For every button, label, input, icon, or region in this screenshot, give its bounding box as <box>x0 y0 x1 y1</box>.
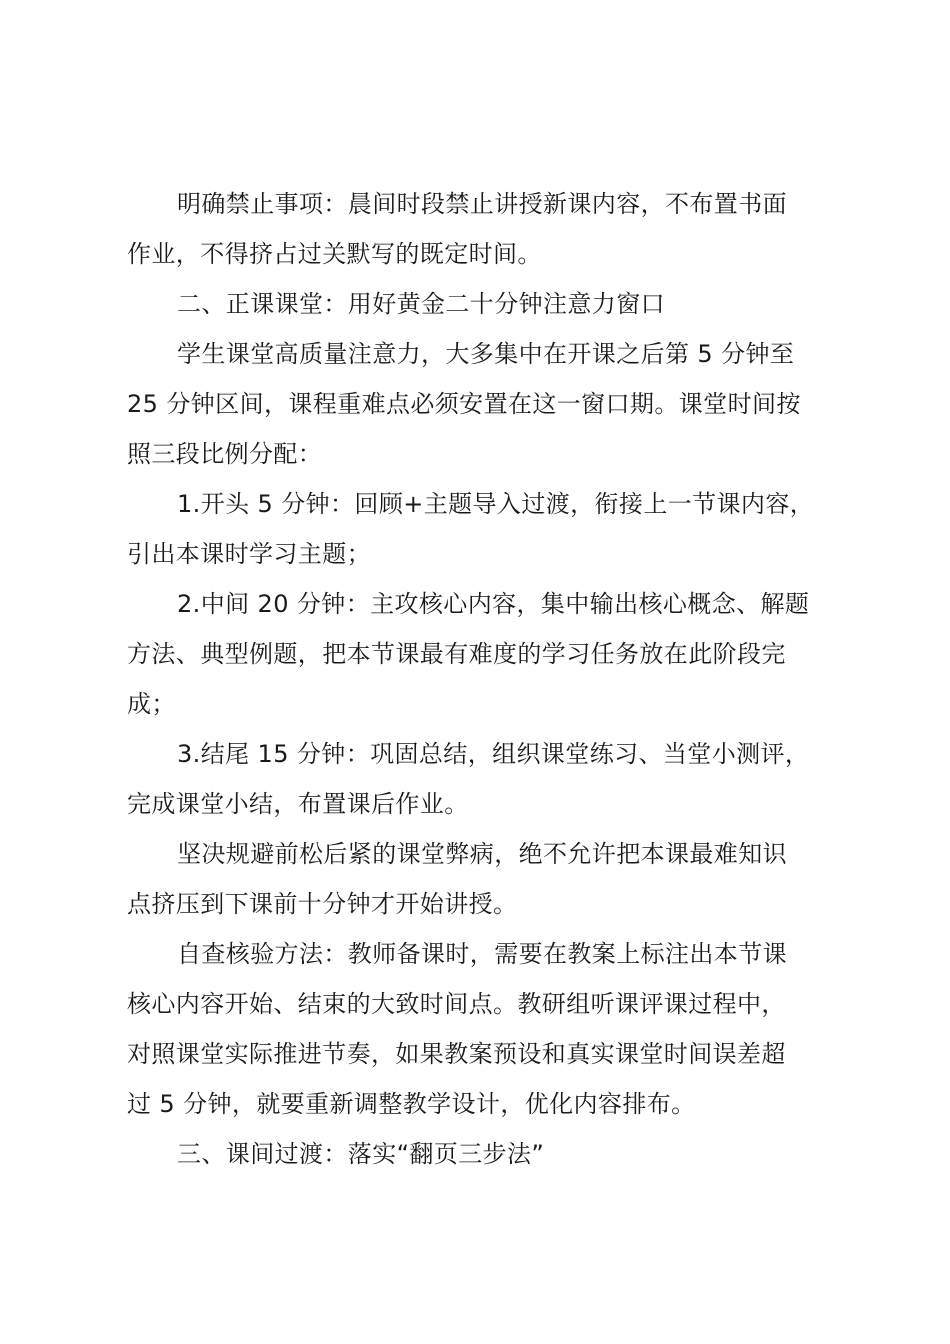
list-item-1-line-2: 引出本课时学习主题； <box>127 540 371 568</box>
paragraph-selfcheck-line-4: 过 5 分钟，就要重新调整教学设计，优化内容排布。 <box>127 1090 696 1118</box>
section-heading-2: 二、正课课堂：用好黄金二十分钟注意力窗口 <box>177 290 665 318</box>
paragraph-attention-line-1: 学生课堂高质量注意力，大多集中在开课之后第 5 分钟至 <box>177 340 795 368</box>
paragraph-avoid-line-2: 点挤压到下课前十分钟才开始讲授。 <box>127 890 518 918</box>
paragraph-prohibition-line-2: 作业，不得挤占过关默写的既定时间。 <box>127 240 542 268</box>
paragraph-selfcheck-line-1: 自查核验方法：教师备课时，需要在教案上标注出本节课 <box>177 940 787 968</box>
paragraph-attention-line-2: 25 分钟区间，课程重难点必须安置在这一窗口期。课堂时间按 <box>127 390 801 418</box>
list-item-2-line-1: 2.中间 20 分钟：主攻核心内容，集中输出核心概念、解题 <box>177 590 810 618</box>
list-item-2-line-3: 成； <box>127 690 176 718</box>
list-item-3-line-1: 3.结尾 15 分钟：巩固总结，组织课堂练习、当堂小测评， <box>177 740 810 768</box>
list-item-3-line-2: 完成课堂小结，布置课后作业。 <box>127 790 469 818</box>
list-item-2-line-2: 方法、典型例题，把本节课最有难度的学习任务放在此阶段完 <box>127 640 786 668</box>
section-heading-3: 三、课间过渡：落实“翻页三步法” <box>177 1140 545 1168</box>
paragraph-attention-line-3: 照三段比例分配： <box>127 440 323 468</box>
paragraph-selfcheck-line-3: 对照课堂实际推进节奏，如果教案预设和真实课堂时间误差超 <box>127 1040 786 1068</box>
list-item-1-line-1: 1.开头 5 分钟：回顾+主题导入过渡，衔接上一节课内容， <box>177 490 815 518</box>
paragraph-prohibition-line-1: 明确禁止事项：晨间时段禁止讲授新课内容，不布置书面 <box>177 190 787 218</box>
paragraph-selfcheck-line-2: 核心内容开始、结束的大致时间点。教研组听课评课过程中， <box>127 990 786 1018</box>
paragraph-avoid-line-1: 坚决规避前松后紧的课堂弊病，绝不允许把本课最难知识 <box>177 840 787 868</box>
